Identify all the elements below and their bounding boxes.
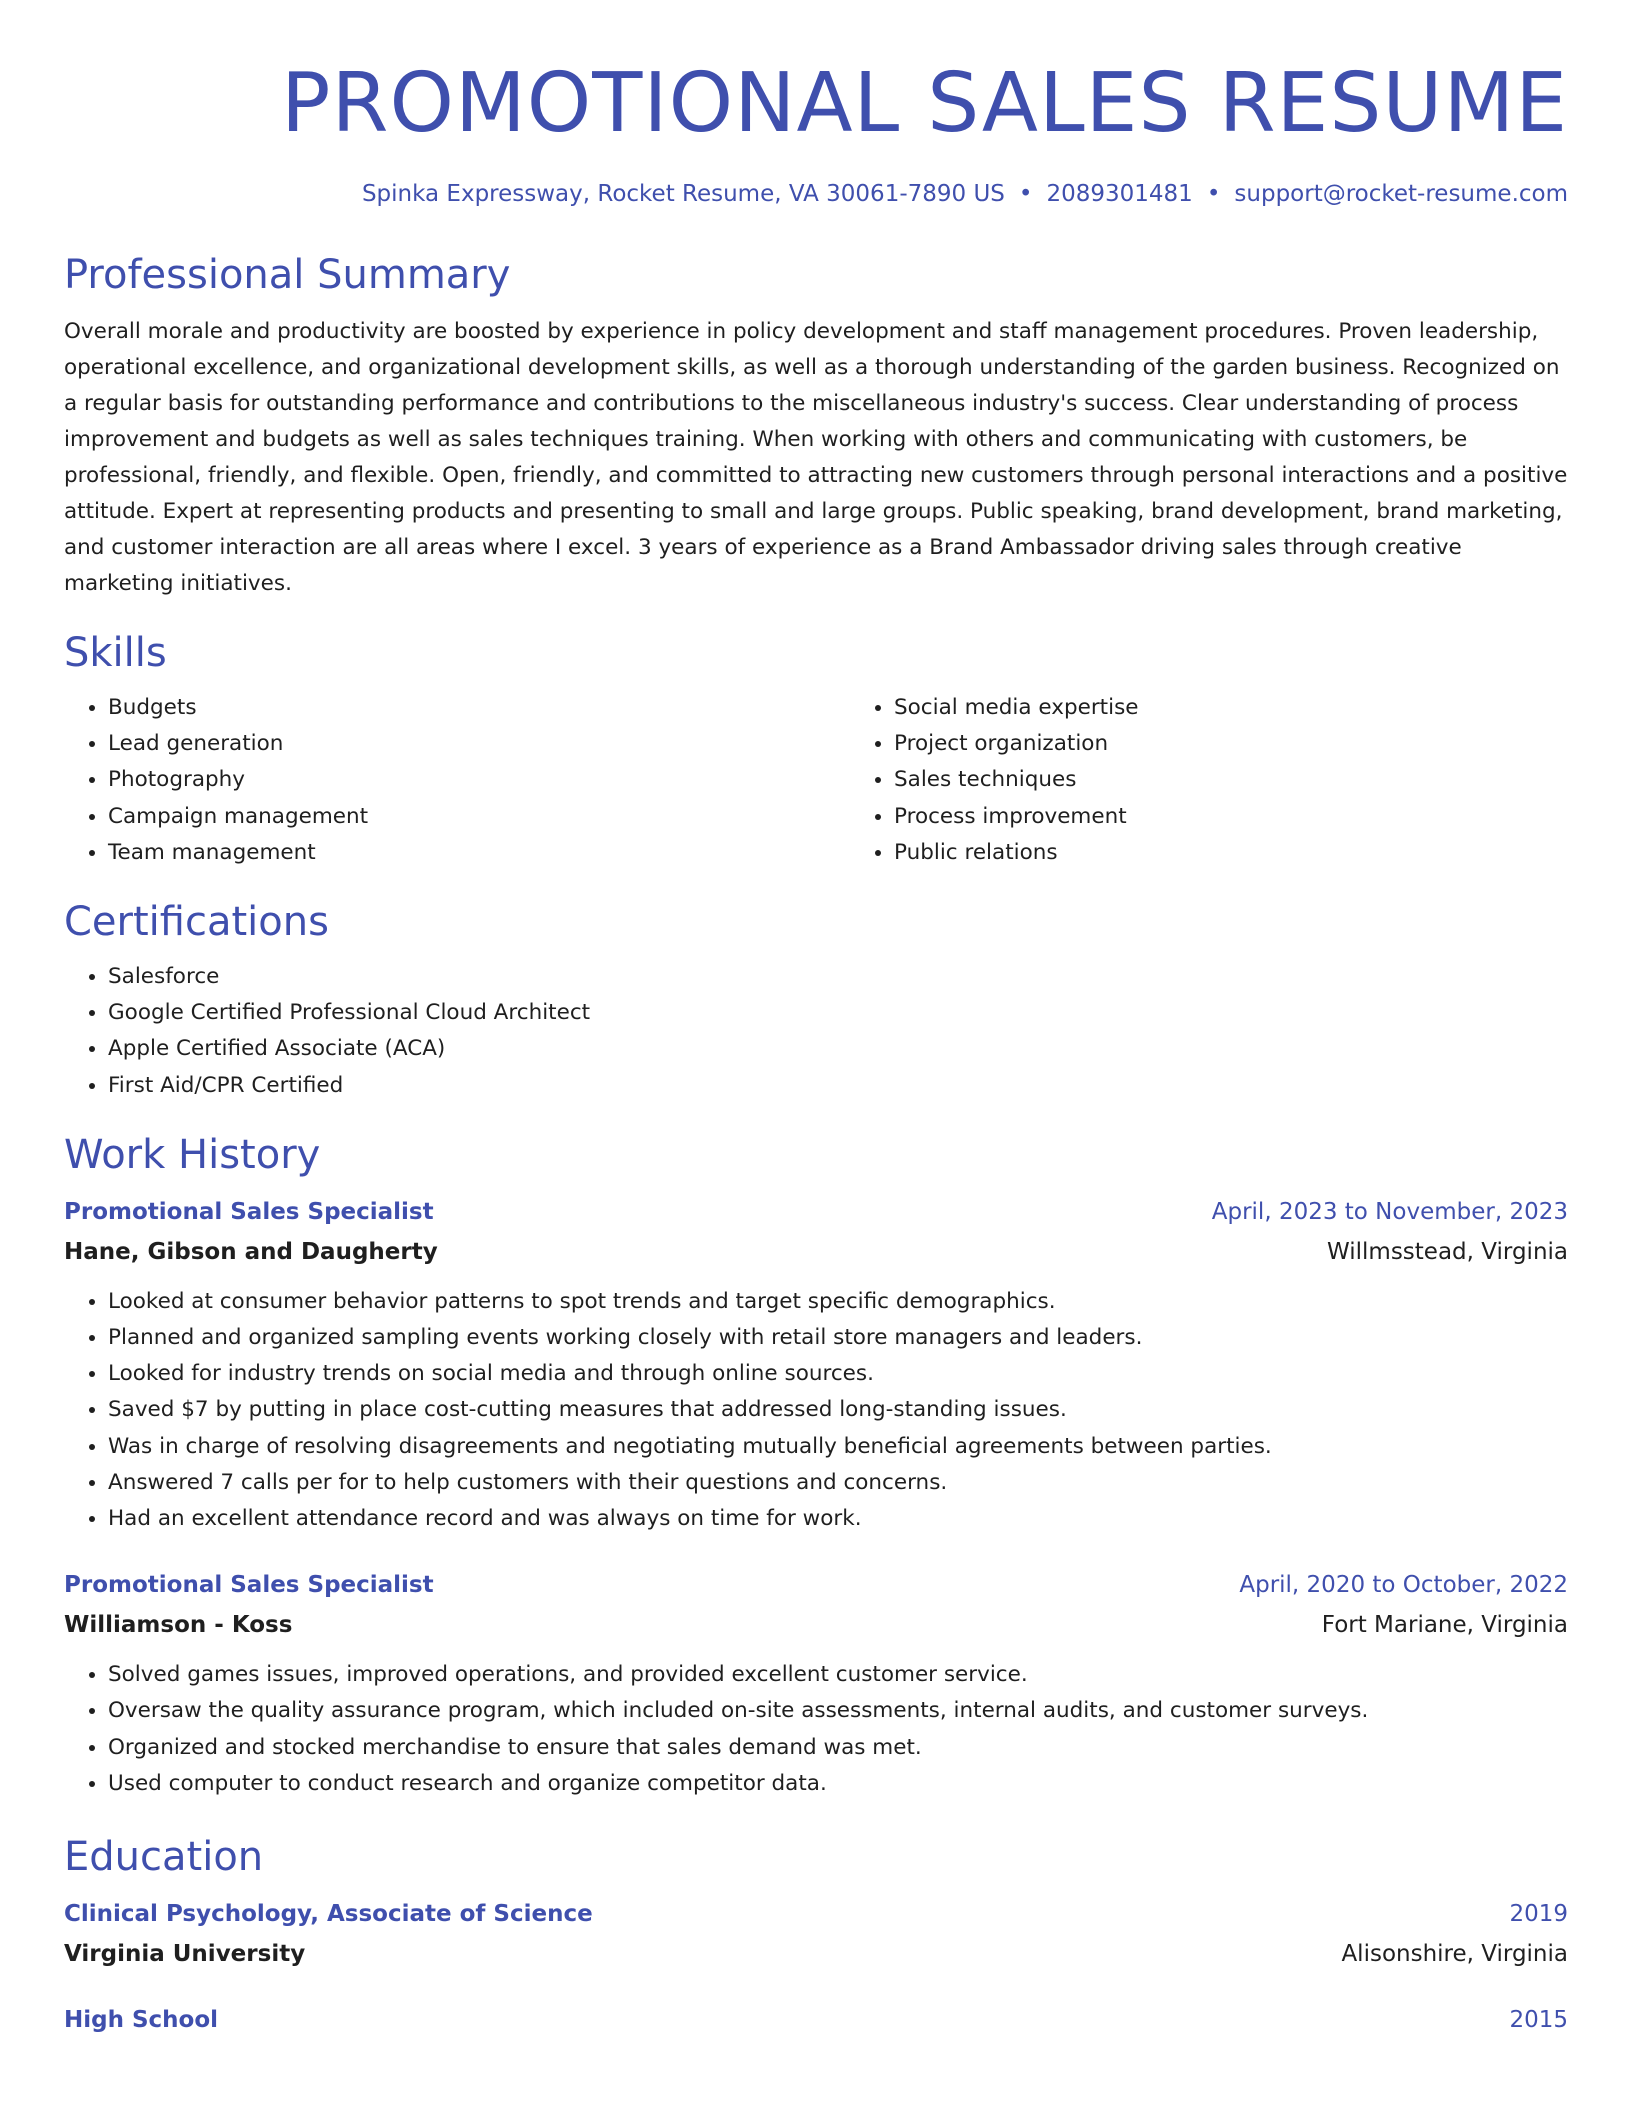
skill-item: • Team management	[108, 835, 850, 871]
phone: 2089301481	[1046, 181, 1193, 207]
job-bullet: • Answered 7 calls per for to help customers with their questions and concerns.	[108, 1465, 1568, 1501]
summary-text: Overall morale and productivity are boosted by experience in policy development and staff management procedures. Proven leadership, operational excellence, and organizational development skills, as well as a thorough understanding of the garden business. Recognized on a regular basis for outstanding performance and contributions to the miscellaneous industry's success. Clear understanding of process improvement and budgets as well as sales techniques training. When working with others and communicating with customers, be professional, friendly, and flexible. Open, friendly, and committed to attracting new customers through personal interactions and a positive attitude. Expert at representing products and presenting to small and large groups. Public speaking, brand development, brand marketing, and customer interaction are all areas where I excel. 3 years of experience as a Brand Ambassador driving sales through creative marketing initiatives.	[64, 319, 1568, 596]
job-bullet: • Solved games issues, improved operations, and provided excellent customer service.	[108, 1657, 1568, 1693]
certifications-heading: Certifications	[64, 899, 329, 946]
skill-item: • Photography	[108, 762, 850, 798]
skill-item: • Sales techniques	[894, 762, 1632, 798]
skill-item: • Project organization	[894, 726, 1632, 762]
skill-item: • Process improvement	[894, 799, 1632, 835]
certifications-list	[64, 959, 1568, 1104]
skill-item: • Lead generation	[108, 726, 850, 762]
job-title: Promotional Sales Specialist	[64, 1572, 434, 1599]
skills-list-right	[850, 690, 1632, 871]
school-name: Virginia University	[64, 1941, 306, 1968]
skill-item: • Social media expertise	[894, 690, 1632, 726]
job-bullet: • Saved $7 by putting in place cost-cutting measures that addressed long-standing issues.	[108, 1392, 1568, 1428]
job-bullet: • Looked at consumer behavior patterns to spot trends and target specific demographics.	[108, 1284, 1568, 1320]
skills-list-left	[64, 690, 850, 871]
resume-title: PROMOTIONAL SALES RESUME	[281, 56, 1568, 151]
job-bullet: • Had an excellent attendance record and was always on time for work.	[108, 1501, 1568, 1537]
job-bullets	[64, 1284, 1568, 1537]
certification-item: • First Aid/CPR Certified	[108, 1068, 1568, 1104]
company-name: Williamson - Koss	[64, 1612, 293, 1639]
certification-item: • Google Certified Professional Cloud Architect	[108, 995, 1568, 1031]
summary-heading: Professional Summary	[64, 252, 511, 298]
job-company-row	[64, 1232, 1568, 1272]
skill-item: • Public relations	[894, 835, 1632, 871]
job-bullet: • Planned and organized sampling events working closely with retail store managers and leaders.	[108, 1320, 1568, 1356]
graduation-year: 2015	[1509, 2007, 1568, 2034]
degree-title: Clinical Psychology, Associate of Science	[64, 1901, 593, 1928]
degree-title: High School	[64, 2007, 219, 2034]
skill-item: • Campaign management	[108, 799, 850, 835]
job-bullets	[64, 1657, 1568, 1802]
address: Spinka Expressway, Rocket Resume, VA 30061-7890 US	[361, 181, 1005, 207]
job-dates: April, 2020 to October, 2022	[1239, 1572, 1568, 1599]
job-location: Willmsstead, Virginia	[1327, 1238, 1568, 1265]
school-location: Alisonshire, Virginia	[1341, 1941, 1568, 1968]
work-history-heading: Work History	[64, 1131, 321, 1178]
job-bullet: • Was in charge of resolving disagreements and negotiating mutually beneficial agreements between parties.	[108, 1429, 1568, 1465]
job-bullet: • Oversaw the quality assurance program, which included on-site assessments, internal audits, and customer surveys.	[108, 1693, 1568, 1729]
education-header-row	[64, 1894, 1568, 1934]
job-bullet: • Looked for industry trends on social media and through online sources.	[108, 1356, 1568, 1392]
job-entry	[64, 1192, 1568, 1537]
education-heading: Education	[64, 1834, 264, 1881]
job-bullet: • Organized and stocked merchandise to ensure that sales demand was met.	[108, 1730, 1568, 1766]
graduation-year: 2019	[1509, 1901, 1568, 1928]
job-header-row	[64, 1192, 1568, 1232]
certification-item: • Salesforce	[108, 959, 1568, 995]
skill-item: • Budgets	[108, 690, 850, 726]
job-company-row	[64, 1605, 1568, 1645]
email: support@rocket-resume.com	[1234, 181, 1568, 207]
education-entry	[64, 2000, 1568, 2040]
contact-separator: •	[1206, 181, 1221, 207]
job-entry	[64, 1565, 1568, 1802]
company-name: Hane, Gibson and Daugherty	[64, 1238, 438, 1265]
job-header-row	[64, 1565, 1568, 1605]
contact-separator: •	[1018, 181, 1033, 207]
education-school-row	[64, 1934, 1568, 1974]
skills-grid	[64, 690, 1568, 871]
contact-line	[64, 178, 1568, 210]
job-dates: April, 2023 to November, 2023	[1211, 1198, 1568, 1225]
skills-heading: Skills	[64, 630, 167, 676]
certification-item: • Apple Certified Associate (ACA)	[108, 1031, 1568, 1067]
job-title: Promotional Sales Specialist	[64, 1198, 434, 1225]
job-location: Fort Mariane, Virginia	[1321, 1612, 1568, 1639]
education-entry	[64, 1894, 1568, 1974]
education-header-row	[64, 2000, 1568, 2040]
job-bullet: • Used computer to conduct research and organize competitor data.	[108, 1766, 1568, 1802]
